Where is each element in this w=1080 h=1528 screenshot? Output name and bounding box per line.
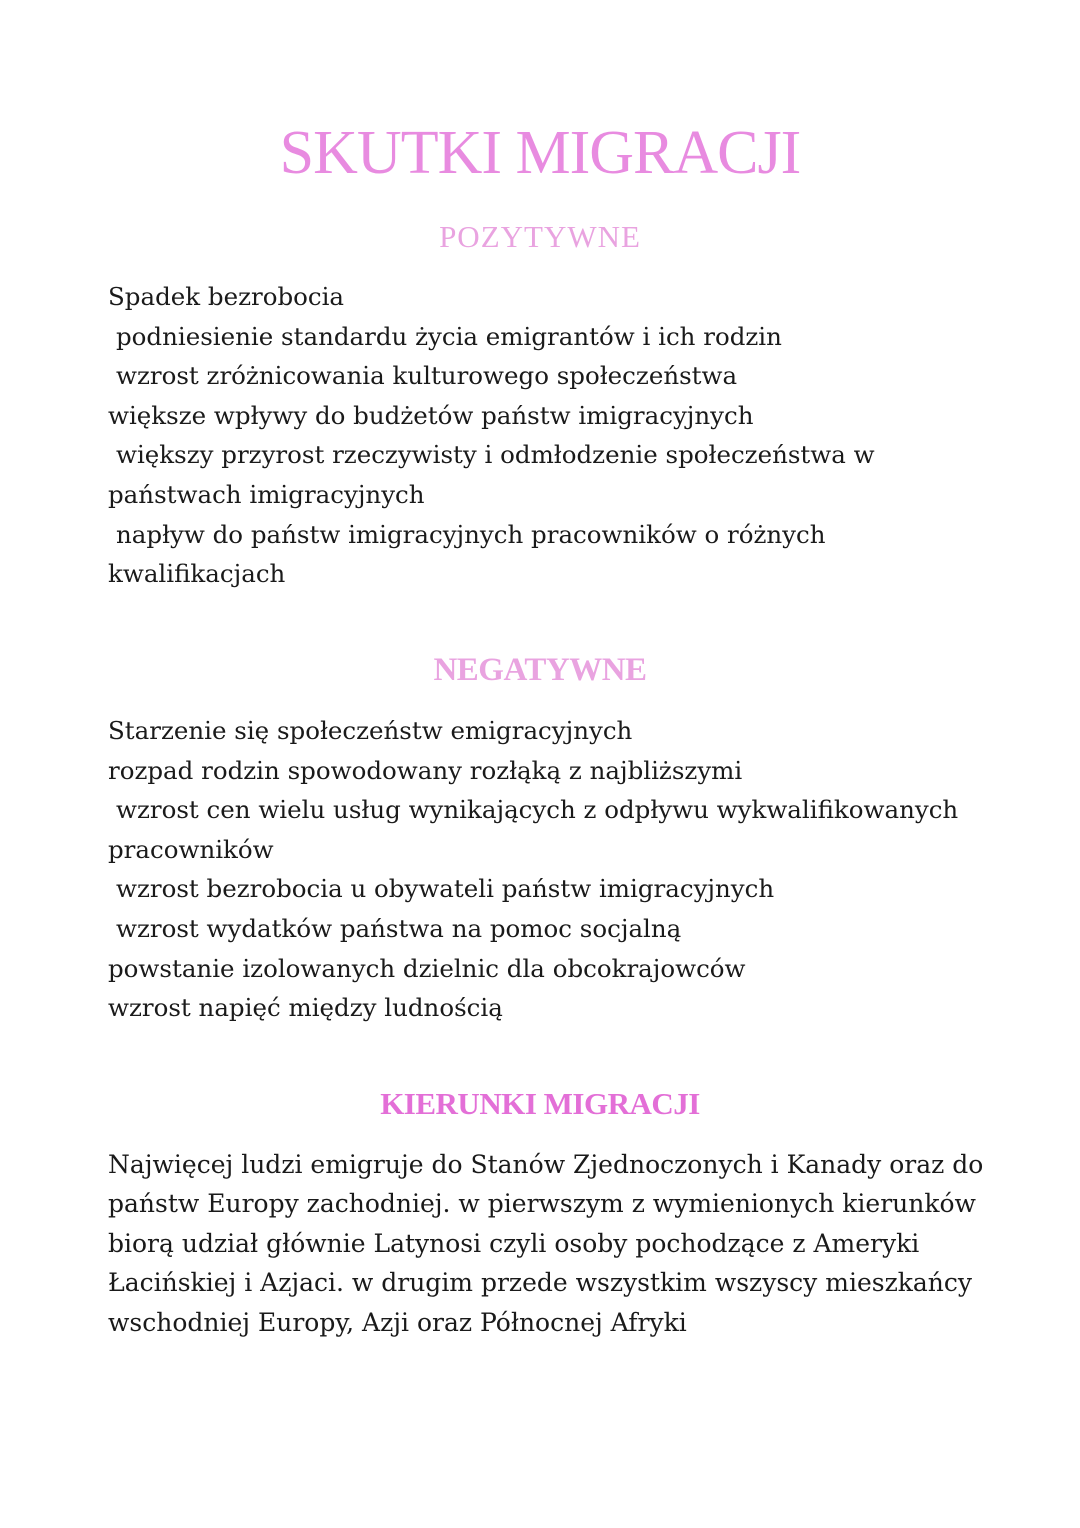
negative-effect-line: wzrost bezrobocia u obywateli państw imigracyjnych [116, 874, 775, 904]
directions-line: biorą udział głównie Latynosi czyli osoby pochodzące z Ameryki [108, 1228, 920, 1258]
directions-line: Najwięcej ludzi emigruje do Stanów Zjednoczonych i Kanady oraz do [108, 1150, 984, 1179]
directions-paragraph [108, 1145, 984, 1342]
directions-line: Łacińskiej i Azjaci. w drugim przede wszystkim wszyscy mieszkańcy [108, 1268, 973, 1298]
negative-effect-line: rozpad rodzin spowodowany rozłąką z najbliższymi [108, 755, 743, 785]
negative-effect-line: wzrost wydatków państwa na pomoc socjalną [116, 913, 682, 943]
directions-heading: KIERUNKI MIGRACJI [380, 1086, 700, 1121]
negative-effect-line: Starzenie się społeczeństw emigracyjnych [108, 716, 633, 745]
positive-effect-line: kwalifikacjach [108, 559, 286, 589]
positive-effect-line: podniesienie standardu życia emigrantów i ich rodzin [116, 321, 782, 351]
negative-effect-line: wzrost cen wielu usług wynikających z odpływu wykwalifikowanych [116, 795, 959, 825]
positive-effects-list [108, 277, 968, 594]
positive-effect-line: państwach imigracyjnych [108, 479, 425, 509]
positive-effect-line: większy przyrost rzeczywisty i odmłodzenie społeczeństwa w [116, 440, 875, 470]
negative-heading: NEGATYWNE [433, 652, 647, 688]
positive-effect-line: napływ do państw imigracyjnych pracowników o różnych [116, 519, 826, 549]
positive-heading: POZYTYWNE [439, 219, 641, 254]
negative-effect-line: powstanie izolowanych dzielnic dla obcokrajowców [108, 953, 746, 983]
negative-effect-line: pracowników [108, 834, 274, 864]
negative-effect-line: wzrost napięć między ludnością [108, 993, 503, 1023]
positive-effect-line: większe wpływy do budżetów państw imigracyjnych [108, 400, 754, 430]
positive-effect-line: Spadek bezrobocia [108, 282, 345, 311]
positive-effect-line: wzrost zróżnicowania kulturowego społeczeństwa [116, 361, 738, 391]
page-title: SKUTKI MIGRACJI [279, 119, 801, 187]
negative-effects-list [108, 711, 968, 1028]
directions-line: wschodniej Europy, Azji oraz Północnej Afryki [108, 1307, 687, 1337]
directions-line: państw Europy zachodniej. w pierwszym z wymienionych kierunków [108, 1189, 976, 1219]
